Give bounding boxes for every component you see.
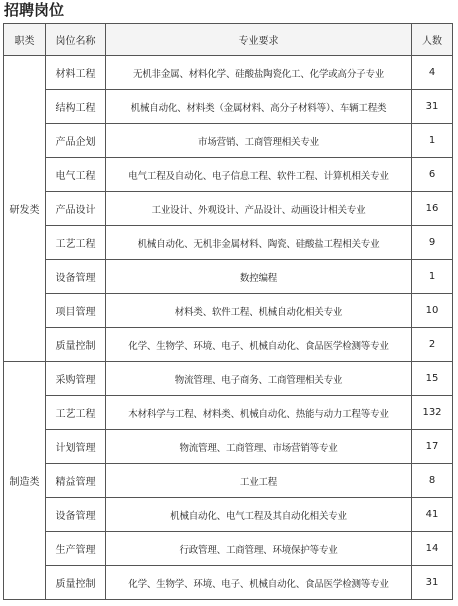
requirement-cell: 工业工程	[106, 464, 412, 498]
requirement-cell: 行政管理、工商管理、环境保护等专业	[106, 532, 412, 566]
requirement-cell: 物流管理、电子商务、工商管理相关专业	[106, 362, 412, 396]
count-cell: 14	[412, 532, 453, 566]
table-row	[4, 430, 453, 464]
count-cell: 8	[412, 464, 453, 498]
table-row	[4, 90, 453, 124]
count-cell: 10	[412, 294, 453, 328]
count-cell: 132	[412, 396, 453, 430]
requirement-cell: 机械自动化、电气工程及其自动化相关专业	[106, 498, 412, 532]
table-row	[4, 294, 453, 328]
position-cell: 采购管理	[46, 362, 106, 396]
table-row	[4, 158, 453, 192]
count-cell: 2	[412, 328, 453, 362]
table-row	[4, 226, 453, 260]
recruitment-table	[3, 23, 453, 600]
table-row	[4, 566, 453, 600]
requirement-cell: 材料类、软件工程、机械自动化相关专业	[106, 294, 412, 328]
position-cell: 项目管理	[46, 294, 106, 328]
requirement-cell: 工业设计、外观设计、产品设计、动画设计相关专业	[106, 192, 412, 226]
requirement-cell: 木材科学与工程、材料类、机械自动化、热能与动力工程等专业	[106, 396, 412, 430]
requirement-cell: 电气工程及自动化、电子信息工程、软件工程、计算机相关专业	[106, 158, 412, 192]
count-cell: 1	[412, 260, 453, 294]
count-cell: 16	[412, 192, 453, 226]
category-cell: 制造类	[4, 362, 46, 600]
position-cell: 设备管理	[46, 498, 106, 532]
header-requirement: 专业要求	[106, 24, 412, 56]
position-cell: 电气工程	[46, 158, 106, 192]
table-row	[4, 260, 453, 294]
table-row	[4, 328, 453, 362]
page-title: 招聘岗位	[4, 1, 65, 19]
count-cell: 31	[412, 90, 453, 124]
table-row	[4, 56, 453, 90]
position-cell: 材料工程	[46, 56, 106, 90]
position-cell: 工艺工程	[46, 396, 106, 430]
requirement-cell: 数控编程	[106, 260, 412, 294]
header-count: 人数	[412, 24, 453, 56]
requirement-cell: 化学、生物学、环境、电子、机械自动化、食品医学检测等专业	[106, 328, 412, 362]
count-cell: 15	[412, 362, 453, 396]
position-cell: 产品设计	[46, 192, 106, 226]
requirement-cell: 化学、生物学、环境、电子、机械自动化、食品医学检测等专业	[106, 566, 412, 600]
requirement-cell: 物流管理、工商管理、市场营销等专业	[106, 430, 412, 464]
count-cell: 1	[412, 124, 453, 158]
requirement-cell: 市场营销、工商管理相关专业	[106, 124, 412, 158]
table-header-row	[4, 24, 453, 56]
position-cell: 计划管理	[46, 430, 106, 464]
table-row	[4, 532, 453, 566]
count-cell: 9	[412, 226, 453, 260]
count-cell: 17	[412, 430, 453, 464]
position-cell: 工艺工程	[46, 226, 106, 260]
table-body	[4, 56, 453, 600]
table-row	[4, 464, 453, 498]
position-cell: 结构工程	[46, 90, 106, 124]
table-row	[4, 124, 453, 158]
requirement-cell: 机械自动化、材料类（金属材料、高分子材料等）、车辆工程类	[106, 90, 412, 124]
header-position: 岗位名称	[46, 24, 106, 56]
count-cell: 6	[412, 158, 453, 192]
requirement-cell: 机械自动化、无机非金属材料、陶瓷、硅酸盐工程相关专业	[106, 226, 412, 260]
table-row	[4, 396, 453, 430]
category-cell: 研发类	[4, 56, 46, 362]
position-cell: 设备管理	[46, 260, 106, 294]
position-cell: 质量控制	[46, 566, 106, 600]
count-cell: 31	[412, 566, 453, 600]
position-cell: 生产管理	[46, 532, 106, 566]
position-cell: 精益管理	[46, 464, 106, 498]
count-cell: 41	[412, 498, 453, 532]
table-row	[4, 498, 453, 532]
table-row	[4, 362, 453, 396]
requirement-cell: 无机非金属、材料化学、硅酸盐陶瓷化工、化学或高分子专业	[106, 56, 412, 90]
position-cell: 产品企划	[46, 124, 106, 158]
table-row	[4, 192, 453, 226]
position-cell: 质量控制	[46, 328, 106, 362]
count-cell: 4	[412, 56, 453, 90]
header-category: 职类	[4, 24, 46, 56]
